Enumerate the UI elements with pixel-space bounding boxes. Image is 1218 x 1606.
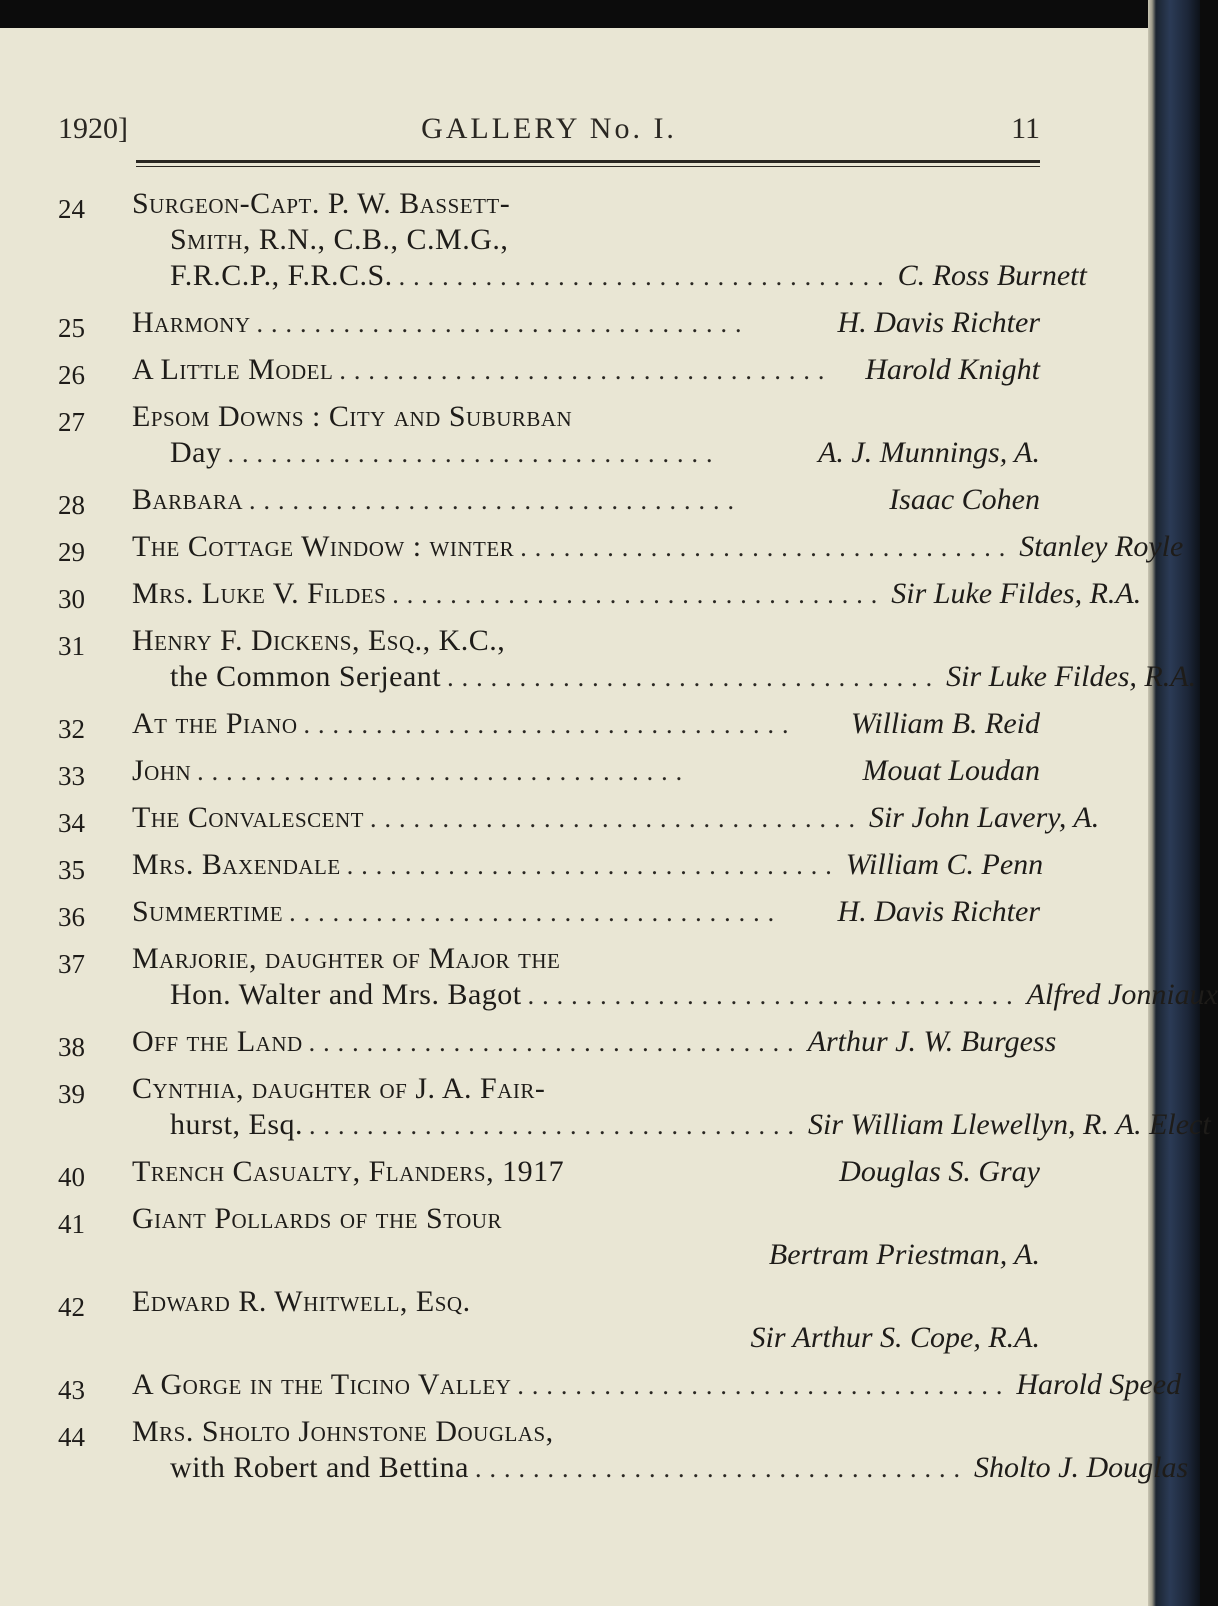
leader-dots: .................................. [447,663,941,692]
leader-dots: .................................. [517,1371,1011,1400]
entry-number: 28 [58,490,85,520]
leader-dots: .................................. [249,486,743,515]
leader-dots: .................................. [197,757,691,786]
entry-title-line: Summertime [132,895,284,928]
catalogue-entry [58,753,1040,789]
entry-title-line: the Common Serjeant [170,660,442,693]
catalogue-entry [58,482,1040,518]
catalogue-entry [58,399,1040,471]
entry-title-line: At the Piano [132,707,298,740]
entry-title-line: hurst, Esq. [170,1108,303,1141]
leader-dots: .................................. [474,1454,968,1483]
entry-artist: Sir Luke Fildes, R.A. [946,660,1197,693]
catalogue-entry [58,1414,1189,1486]
entry-title-line: The Cottage Window : winter [132,530,515,563]
entry-title-line: A Little Model [132,353,334,386]
leader-dots: .................................. [520,533,1014,562]
entry-artist: C. Ross Burnett [897,259,1087,292]
entry-title-line: Trench Casualty, Flanders, 1917 [132,1155,565,1188]
entry-number: 29 [58,537,85,567]
entry-number: 39 [58,1079,85,1109]
entry-title-line: The Convalescent [132,801,364,834]
entry-title-line: Epsom Downs : City and Suburban [132,400,573,433]
catalogue-entry [58,352,1040,388]
catalogue-entry [58,305,1040,341]
entry-title-line: Surgeon-Capt. P. W. Bassett- [132,187,511,220]
entry-artist: William B. Reid [850,707,1040,740]
leader-dots: .................................. [289,898,783,927]
entry-number: 37 [58,949,85,979]
entry-number: 40 [58,1162,85,1192]
book-binding-edge [1148,0,1200,1606]
entry-number: 25 [58,313,85,343]
leader-dots: .................................. [369,804,863,833]
entry-artist: Harold Knight [865,353,1040,386]
entry-number: 35 [58,855,85,885]
entry-number: 24 [58,194,85,224]
catalogue-entry [58,800,1100,838]
entry-artist: William C. Penn [845,848,1044,881]
entry-title-line: Mrs. Baxendale [132,848,341,881]
catalogue-list [58,186,1218,1497]
entry-artist: Sholto J. Douglas [973,1451,1189,1484]
catalogue-entry [58,623,1197,695]
entry-title-line: Henry F. Dickens, Esq., K.C., [132,624,506,657]
catalogue-entry [58,1201,1040,1273]
entry-number: 27 [58,407,85,437]
entry-number: 26 [58,360,85,390]
entry-artist: Mouat Loudan [862,754,1040,787]
entry-title-line: Harmony [132,306,251,339]
entry-title-line: Mrs. Luke V. Fildes [132,577,387,610]
entry-artist: Arthur J. W. Burgess [807,1025,1057,1058]
leader-dots: .................................. [346,851,840,880]
entry-artist: A. J. Munnings, A. [818,436,1040,469]
entry-number: 44 [58,1422,85,1452]
leader-dots: .................................. [308,1028,802,1057]
entry-artist: Stanley Royle [1019,530,1184,563]
entry-artist: H. Davis Richter [837,895,1040,928]
leader-dots: .................................. [227,439,721,468]
leader-dots: .................................. [309,1111,802,1140]
running-head [58,112,1040,156]
entry-title-line: Mrs. Sholto Johnstone Douglas, [132,1415,554,1448]
entry-artist: Sir William Llewellyn, R. A. Elect [808,1108,1211,1141]
gallery-title: GALLERY No. I. [421,112,677,145]
entry-title-line: Edward R. Whitwell, Esq. [132,1285,471,1318]
catalogue-entry [58,847,1044,885]
header-rule-thin [136,166,1040,167]
entry-number: 38 [58,1032,85,1062]
entry-number: 34 [58,808,85,838]
catalogue-entry [58,186,1087,294]
page-number: 11 [1011,112,1040,145]
entry-title-line: A Gorge in the Ticino Valley [132,1368,512,1401]
entry-number: 32 [58,714,85,744]
catalogue-entry [58,894,1040,930]
leader-dots: .................................. [392,580,886,609]
catalogue-entry [58,576,1142,614]
entry-number: 41 [58,1209,85,1239]
entry-artist: Sir Luke Fildes, R.A. [891,577,1142,610]
entry-number: 42 [58,1292,85,1322]
entry-title-line: Marjorie, daughter of Major the [132,942,561,975]
entry-title-line: Off the Land [132,1025,303,1058]
catalogue-entry [58,941,1218,1013]
entry-artist: Isaac Cohen [889,483,1040,516]
catalogue-entry [58,1284,1040,1356]
year-marker: 1920] [58,112,128,145]
entry-number: 30 [58,584,85,614]
leader-dots: .................................. [527,981,1021,1010]
entry-artist: Sir John Lavery, A. [868,801,1100,834]
entry-number: 31 [58,631,85,661]
entry-title-line: F.R.C.P., F.R.C.S. [170,259,393,292]
entry-artist: Harold Speed [1016,1368,1182,1401]
entry-title-line: Day [170,436,222,469]
catalogue-entry [58,529,1184,567]
entry-artist: H. Davis Richter [837,306,1040,339]
entry-title-line: Cynthia, daughter of J. A. Fair- [132,1072,546,1105]
entry-number: 36 [58,902,85,932]
entry-title-line: with Robert and Bettina [170,1451,469,1484]
entry-title-line: John [132,754,192,787]
entry-title-line: Hon. Walter and Mrs. Bagot [170,978,522,1011]
entry-title-line: Giant Pollards of the Stour [132,1202,502,1235]
catalogue-entry [58,1367,1182,1405]
header-rule-thick [136,160,1040,163]
entry-artist: Bertram Priestman, A. [768,1238,1040,1271]
leader-dots: .................................. [256,309,750,338]
leader-dots: .................................. [398,262,892,291]
leader-dots: .................................. [303,710,797,739]
entry-artist: Alfred Jonniaux [1026,978,1218,1011]
entry-title-line: Barbara [132,483,244,516]
catalogue-entry [58,1071,1211,1143]
entry-number: 43 [58,1375,85,1405]
catalogue-entry [58,1024,1057,1062]
catalogue-entry [58,1154,1040,1190]
entry-title-line: Smith, R.N., C.B., C.M.G., [170,223,509,256]
catalogue-entry [58,706,1040,742]
entry-artist: Sir Arthur S. Cope, R.A. [750,1321,1040,1354]
entry-artist: Douglas S. Gray [839,1155,1040,1188]
leader-dots: .................................. [339,356,833,385]
entry-number: 33 [58,761,85,791]
